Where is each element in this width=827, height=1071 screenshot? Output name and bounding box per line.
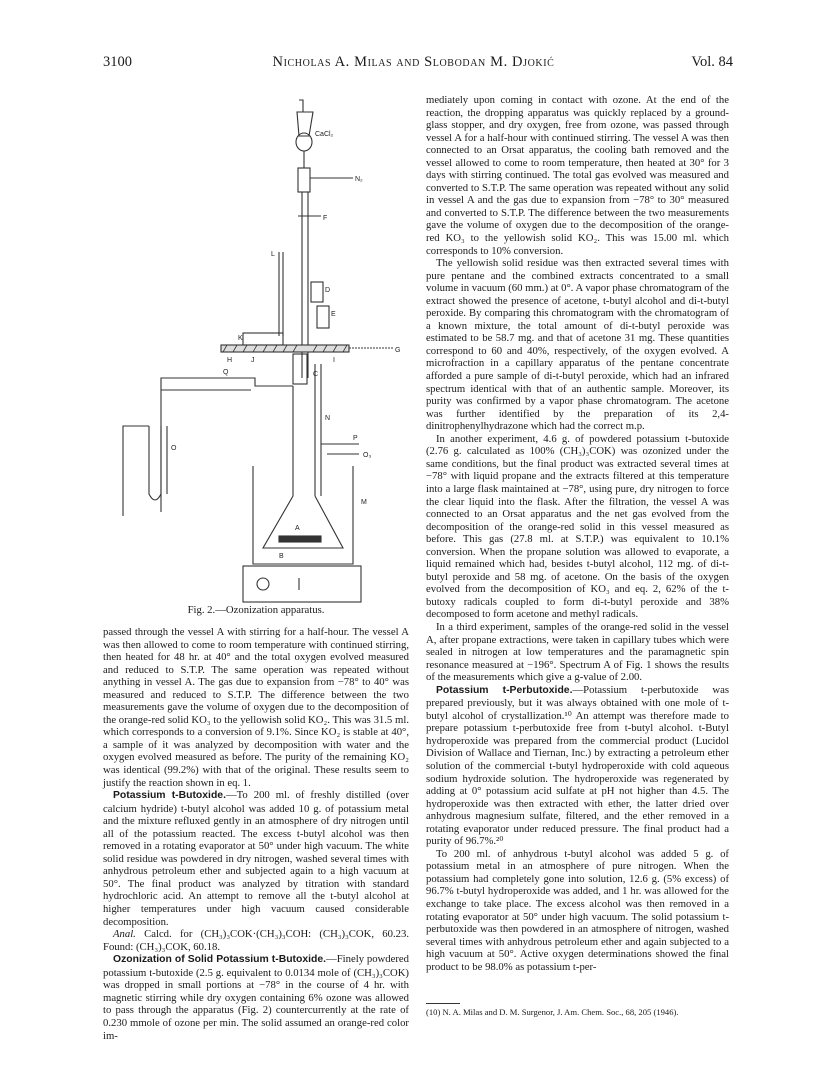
paragraph-body: —Finely powdered potassium t-butoxide (2.5 g. equivalent to 0.0134 mole of (CH₃)₃COK) was dropped in small portions at −78° in the course of 4 hr. with magnetic stirring while dry oxygen containing 6% ozone was allowed to pass through the apparatus (Fig. 2) countercurrently at the rate of 0.230 mmole of ozone per min. The solid assumed an orange-red color im- [103,953,409,1042]
label-g: G [395,347,401,354]
page-number: 3100 [103,54,132,70]
label-m: M [361,499,367,506]
right-column [426,94,729,973]
left-column [103,626,409,1042]
paragraph [426,684,729,848]
o-trap [149,426,161,500]
stopper-d [311,282,323,302]
label-k: K [238,335,243,342]
paragraph-body: —To 200 ml. of freshly distilled (over calcium hydride) t-butyl alcohol was added 10 g. of potassium metal and the mixture refluxed gently in an atmosphere of dry nitrogen until all of the potassium reacted. The excess t-butyl alcohol was then removed in a rotating evaporator at 50° under high vacuum. The white solid residue was powdered in dry nitrogen, washed several times with anhydrous petroleum ether and subjected again to a high vacuum at 50°. The final product was analyzed by titration with standard hydrochloric acid. An attempt to remove all the t-butyl alcohol at higher temperatures under high vacuum caused considerable decomposition. [103,789,409,928]
paragraph [103,953,409,1042]
label-l: L [271,251,275,258]
figure-ozonization-apparatus [103,96,409,606]
label-h: H [227,357,233,364]
footnote: (10) N. A. Milas and D. M. Surgenor, J. Am. Chem. Soc., 68, 205 (1946). [426,1007,679,1017]
label-o3: O₃ [363,452,372,459]
figure-caption: Fig. 2.—Ozonization apparatus. [187,604,325,616]
bracket-k [243,333,283,345]
paragraph: The yellowish solid residue was then extracted several times with pure pentane and the combined extracts concentrated to a small volume in vacuum (60 mm.) at 0°. A vapor phase chromatogram of the extract showed the presence of acetone, t-butyl alcohol and di-t-butyl peroxide. By comparing this chromatogram with the chromatogram of a known mixture, the total amount of di-t-butyl peroxide was estimated to be 58.7 mg. and that of acetone 31 mg. These quantities correspond to 60 and 40%, respectively, of the oxygen evolved. A microfraction in a capillary apparatus of the pentane concentrate afforded a pure sample of di-t-butyl peroxide, which had an infrared spectrum identical with that of an authentic sample. Moreover, its purity was confirmed by a vapor phase chromatogram. The acetone was further identified by the preparation of its 2,4-dinitrophenylhydrazone which had the correct m.p. [426,257,729,433]
section-heading: Potassium t-Butoxide. [113,790,226,802]
paragraph-body: —Potassium t-perbutoxide was prepared previously, but it was always obtained with one mole of t-butyl alcohol of crystallization.¹⁰ An attempt was therefore made to prepare potassium t-perbutoxide free from t-butyl alcohol. t-Butyl hydroperoxide was prepared from the commercial product (Lucidol Division of Wallace and Tiernan, Inc.) by extracting a petroleum ether solution of the commercial t-butyl hydroperoxide with cold aqueous sodium hydroxide solution. The hydroperoxide was regenerated by adding at 0° potassium acid sulfate at pH not higher than 4.5. The hydroperoxide was then extracted with ether, the latter dried over anhydrous magnesium sulfate, filtered, and the ether removed in a rotating evaporator under reduced pressure. The final product had a purity of 96.7%.²⁰ [426,683,729,848]
label-f: F [323,215,328,222]
paragraph: In a third experiment, samples of the orange-red solid in the vessel A, after propane extractions, were taken in capillary tubes which were sealed in nitrogen at low temperatures and the paramagnetic spin resonance measured at −196°. Spectrum A of Fig. 1 shows the results of the measurements which give a g-value of 2.00. [426,620,729,684]
running-header-authors: Nicholas A. Milas and Slobodan M. Djokić [272,54,555,70]
reaction-vessel-a [263,386,343,548]
joint-e [317,306,329,328]
q-outlet-tube [161,378,293,512]
paragraph: To 200 ml. of anhydrous t-butyl alcohol was added 5 g. of potassium metal in an atmosphere of pure nitrogen. When the potassium had completely gone into solution, 12.6 g. (5% excess) of 96.7% t-butyl hydroperoxide was added, and 1 hr. was allowed for the exchange to take place. The excess alcohol was then removed in a rotating evaporator at 50° under high vacuum. The solid potassium t-perbutoxide was then powdered in an atmosphere of nitrogen, washed several times with anhydrous petroleum ether and again subjected to a high vacuum at 50°. Active oxygen determinations showed the final product to be 98.0% as potassium t-per- [426,847,729,973]
paragraph: In another experiment, 4.6 g. of powdered potassium t-butoxide (2.76 g. calculated as 100% (CH₃)₃COK) was ozonized under the same conditions, but the final product was extracted several times at −78° with liquid propane and the extracts filtered at this temperature into a large flask maintained at −78°, using pure, dry nitrogen to force the clear liquid into the flask. After the filtration, the vessel A was connected to an Orsat apparatus and the net gas evolved from the decomposition of the orange-red solid in this vessel measured as before. This gas (27.8 ml. at S.T.P.) was equivalent to 10.1% conversion. When the propane solution was allowed to evaporate, a liquid remained which had, besides t-butyl alcohol, 112 mg. of di-t-butyl peroxide and 58 mg. of acetone. On the basis of the oxygen evolved from the decomposition of KO₃ and eq. 2, 62% of the t-butoxy radicals coupled to form di-t-butyl peroxide and 38% decomposed to form acetone and methyl radicals. [426,432,729,621]
label-cacl2: CaCl₂ [315,131,334,138]
paragraph: mediately upon coming in contact with ozone. At the end of the reaction, the dropping apparatus was quickly replaced by a ground-glass stopper, and dry oxygen, free from ozone, was passed through vessel A for a half-hour with continued stirring. The vessel A was then connected to an Orsat apparatus, the cooling bath removed and the vessel allowed to come to room temperature, then heated at 30° for 3 days with stirring continued. The total gas evolved was measured and converted to S.T.P. The same operation was repeated without any solid in vessel A and the gas due to expansion from −78° to 30° measured and converted to S.T.P. The difference between the two measurements gave the volume of oxygen due to the decomposition of the orange-red KO₃ to the yellowish solid KO₂. This was 15.00 ml. which corresponds to 10% conversion. [426,94,729,257]
label-n: N [325,415,331,422]
label-j: J [251,357,255,364]
label-d: D [325,287,331,294]
label-q: Q [223,369,229,376]
footnote-rule [426,1003,460,1004]
o-trap-left-outlet [123,426,149,516]
label-p: P [353,435,358,442]
label-c: C [313,371,319,378]
label-o: O [171,445,177,452]
label-b: B [279,553,284,560]
stir-bar-b [279,536,321,542]
cacl2-tube [297,100,313,136]
section-heading: Potassium t-Perbutoxide. [436,684,573,696]
dropping-funnel-top [298,168,310,192]
joint-c [293,354,307,384]
label-n2: N₂ [355,176,363,183]
label-i: I [333,357,335,364]
paragraph: passed through the vessel A with stirring for a half-hour. The vessel A was then allowed to come to room temperature with continued stirring, then heated for 48 hr. at 40° and the total oxygen evolved measured and reduced to S.T.P. The same operation was repeated without anything in vessel A. The gas due to expansion from −78° to 40° was measured and reduced to S.T.P. The difference between the two measurements gave the volume of oxygen due to the decomposition of the orange-red solid KO₃ to the yellowish solid KO₂. This was 31.5 ml. which corresponds to a conversion of 9.1%. Since KO₂ is stable at 40°, a sample of it was analyzed by decomposition with water and the oxygen evolved measured as before. The purity of the remaining KO₂ was identical (99.2%) with that of the original. These results seem to justify the reaction shown in eq. 1. [103,626,409,789]
dewar-flask [253,466,353,564]
anal-label: Anal. [113,928,136,941]
anal-text: Calcd. for (CH₃)₃COK·(CH₃)₃COH: (CH₃)₃COK, 60.23. Found: (CH₃)₃COK, 60.18. [103,928,409,953]
label-e: E [331,311,336,318]
magnetic-stirrer-base [243,566,361,602]
label-a: A [295,525,300,532]
paragraph [103,789,409,928]
apparatus-drawing [103,96,409,606]
stirrer-knob [257,578,269,590]
analysis-line [103,928,409,953]
section-heading: Ozonization of Solid Potassium t-Butoxide. [113,954,327,966]
volume-number: Vol. 84 [691,54,733,70]
